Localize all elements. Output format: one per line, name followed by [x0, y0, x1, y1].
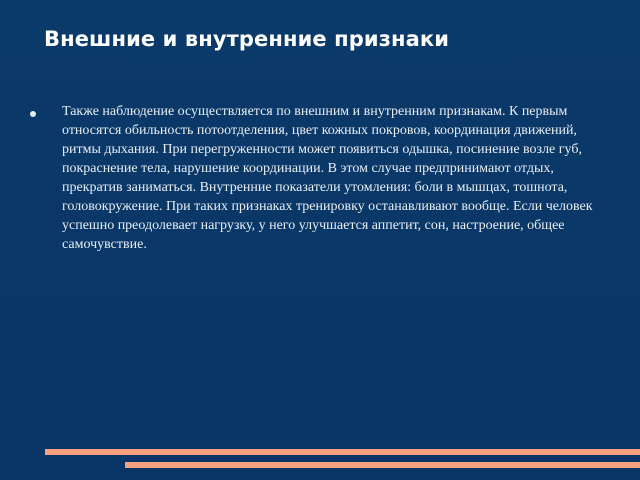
slide-title: Внешние и внутренние признаки — [44, 27, 450, 51]
bullet-text: Также наблюдение осуществляется по внешним и внутренним признакам. К первым относятся обильность потоотделения, цвет кожных покровов, координация движений, ритмы дыхания. При перегруженности может появиться одышка, посинение возле губ, покраснение тела, нарушение координации. В этом случае предпринимают отдых, прекратив заниматься. Внутренние показатели утомления: боли в мышцах, тошнота, головокружение. При таких признаках тренировку останавливают вообще. Если человек успешно преодолевает нагрузку, у него улучшается аппетит, сон, настроение, общее самочувствие. — [62, 104, 593, 252]
bullet-dot-icon — [30, 111, 36, 117]
accent-line-top — [45, 449, 640, 455]
accent-line-bottom — [125, 462, 640, 468]
bullet-list — [30, 102, 600, 254]
bullet-item — [30, 102, 600, 254]
